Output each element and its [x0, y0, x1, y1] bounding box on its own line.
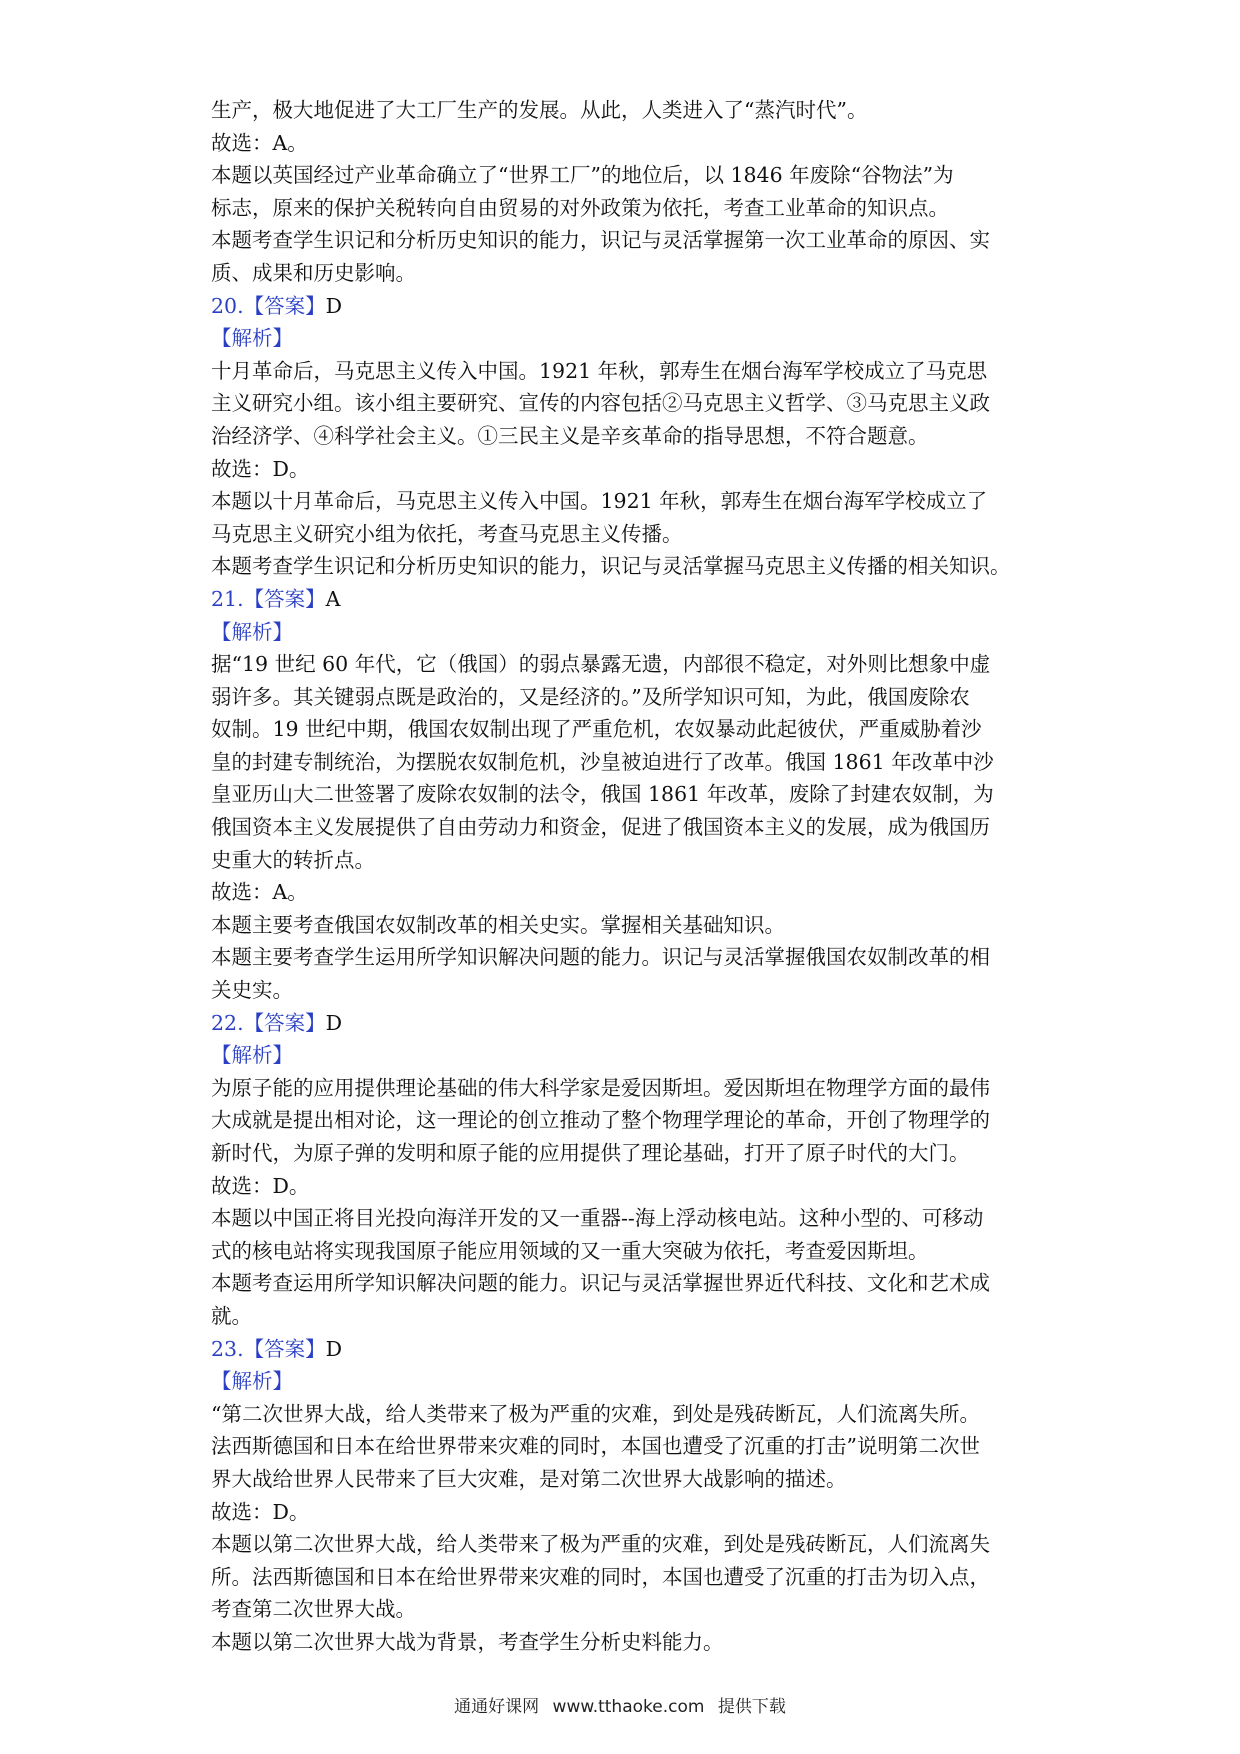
paragraph-line: 皇的封建专制统治，为摆脱农奴制危机，沙皇被迫进行了改革。俄国 1861 年改革中沙 — [211, 749, 994, 774]
paragraph-line: 史重大的转折点。 — [211, 847, 375, 872]
analysis-tag: 【解析】 — [211, 1369, 293, 1394]
answer-value: A — [325, 586, 341, 611]
paragraph-line: 十月革命后，马克思主义传入中国。1921 年秋，郭寿生在烟台海军学校成立了马克思 — [211, 358, 988, 383]
question-number: 23. — [211, 1336, 244, 1361]
page-footer — [0, 1692, 1240, 1717]
paragraph-line: 治经济学、④科学社会主义。①三民主义是辛亥革命的指导思想，不符合题意。 — [211, 423, 929, 448]
answer-tag: 【答案】 — [243, 1010, 326, 1035]
analysis-tag: 【解析】 — [211, 326, 293, 351]
choice-line: 故选：D。 — [211, 456, 310, 481]
paragraph-line: 马克思主义研究小组为依托，考查马克思主义传播。 — [211, 521, 683, 546]
paragraph-line: 本题以第二次世界大战为背景，考查学生分析史料能力。 — [211, 1629, 724, 1654]
paragraph-line: 法西斯德国和日本在给世界带来灾难的同时，本国也遭受了沉重的打击”说明第二次世 — [211, 1434, 980, 1459]
paragraph-line: 据“19 世纪 60 年代，它（俄国）的弱点暴露无遗，内部很不稳定，对外则比想象中虚 — [211, 652, 991, 677]
paragraph-line: 本题主要考查俄国农奴制改革的相关史实。掌握相关基础知识。 — [211, 912, 785, 937]
paragraph-line: 新时代，为原子弹的发明和原子能的应用提供了理论基础，打开了原子时代的大门。 — [211, 1141, 970, 1165]
choice-line: 故选：A。 — [211, 880, 308, 905]
paragraph-line: 式的核电站将实现我国原子能应用领域的又一重大突破为依托，考查爱因斯坦。 — [211, 1238, 929, 1263]
paragraph-line: 俄国资本主义发展提供了自由劳动力和资金，促进了俄国资本主义的发展，成为俄国历 — [211, 815, 990, 840]
analysis-tag: 【解析】 — [211, 1043, 293, 1068]
answer-value: D — [325, 293, 343, 318]
answer-tag: 【答案】 — [243, 1336, 326, 1361]
paragraph-line: 本题以第二次世界大战，给人类带来了极为严重的灾难，到处是残砖断瓦，人们流离失 — [211, 1532, 990, 1557]
question-number: 22. — [211, 1010, 244, 1035]
question-number: 21. — [211, 586, 244, 611]
paragraph-line: 界大战给世界人民带来了巨大灾难，是对第二次世界大战影响的描述。 — [211, 1466, 847, 1491]
paragraph-line: 皇亚历山大二世签署了废除农奴制的法令，俄国 1861 年改革，废除了封建农奴制，为 — [211, 782, 994, 807]
q22-answer-line — [211, 1007, 1051, 1040]
answer-tag: 【答案】 — [243, 293, 326, 318]
paragraph-line: 本题以英国经过产业革命确立了“世界工厂”的地位后，以 1846 年废除“谷物法”为 — [211, 163, 954, 188]
question-number: 20. — [211, 293, 244, 318]
footer-note: 提供下载 — [717, 1697, 786, 1717]
document-page — [211, 94, 1051, 1659]
paragraph-line: 质、成果和历史影响。 — [211, 260, 416, 285]
paragraph-line: 为原子能的应用提供理论基础的伟大科学家是爱因斯坦。爱因斯坦在物理学方面的最伟 — [211, 1075, 990, 1100]
paragraph-line: 考查第二次世界大战。 — [211, 1597, 416, 1622]
choice-line: 故选：D。 — [211, 1173, 310, 1198]
choice-line: 故选：A。 — [211, 130, 308, 155]
paragraph-line: 关史实。 — [211, 978, 293, 1003]
q20-answer-line — [211, 290, 1051, 323]
footer-site-name: 通通好课网 — [454, 1697, 540, 1717]
paragraph-line: 本题考查运用所学知识解决问题的能力。识记与灵活掌握世界近代科技、文化和艺术成 — [211, 1271, 990, 1296]
paragraph-line: 就。 — [211, 1303, 252, 1328]
choice-line: 故选：D。 — [211, 1499, 310, 1524]
paragraph-line: 本题以中国正将目光投向海洋开发的又一重器--海上浮动核电站。这种小型的、可移动 — [211, 1206, 984, 1231]
paragraph-line: “第二次世界大战，给人类带来了极为严重的灾难，到处是残砖断瓦，人们流离失所。 — [211, 1401, 980, 1426]
analysis-tag: 【解析】 — [211, 619, 293, 644]
paragraph-line: 本题考查学生识记和分析历史知识的能力，识记与灵活掌握第一次工业革命的原因、实 — [211, 228, 990, 253]
paragraph-line: 弱许多。其关键弱点既是政治的，又是经济的。”及所学知识可知，为此，俄国废除农 — [211, 684, 970, 709]
answer-value: D — [325, 1336, 343, 1361]
answer-tag: 【答案】 — [243, 586, 326, 611]
paragraph-line: 本题考查学生识记和分析历史知识的能力，识记与灵活掌握马克思主义传播的相关知识。 — [211, 554, 1011, 579]
paragraph-line: 标志，原来的保护关税转向自由贸易的对外政策为依托，考查工业革命的知识点。 — [211, 195, 949, 220]
paragraph-line: 本题以十月革命后，马克思主义传入中国。1921 年秋，郭寿生在烟台海军学校成立了 — [211, 489, 988, 514]
paragraph-line: 所。法西斯德国和日本在给世界带来灾难的同时，本国也遭受了沉重的打击为切入点， — [211, 1564, 990, 1589]
paragraph-line: 主义研究小组。该小组主要研究、宣传的内容包括②马克思主义哲学、③马克思主义政 — [211, 391, 990, 416]
paragraph-line: 本题主要考查学生运用所学知识解决问题的能力。识记与灵活掌握俄国农奴制改革的相 — [211, 945, 990, 970]
q21-answer-line — [211, 583, 1051, 616]
answer-value: D — [325, 1010, 343, 1035]
paragraph-line: 奴制。19 世纪中期，俄国农奴制出现了严重危机，农奴暴动此起彼伏，严重威胁着沙 — [211, 717, 982, 742]
paragraph-line: 生产，极大地促进了大工厂生产的发展。从此，人类进入了“蒸汽时代”。 — [211, 98, 868, 122]
footer-url-link[interactable]: www.tthaoke.com — [552, 1697, 705, 1717]
q23-answer-line — [211, 1333, 1051, 1366]
paragraph-line: 大成就是提出相对论，这一理论的创立推动了整个物理学理论的革命，开创了物理学的 — [211, 1108, 990, 1133]
